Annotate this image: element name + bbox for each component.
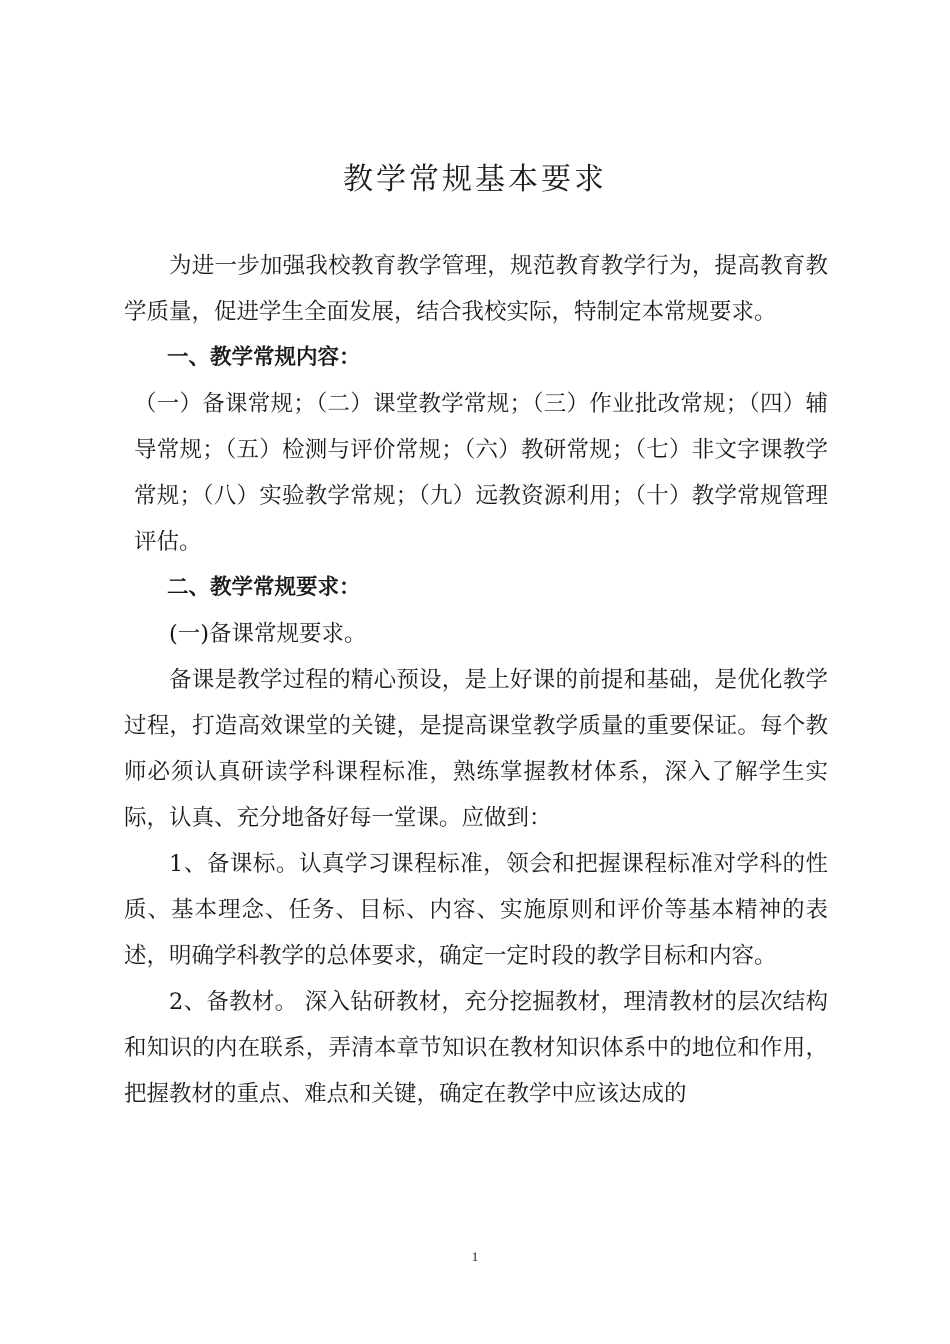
subsection-heading-1: (一)备课常规要求。 bbox=[169, 621, 367, 647]
section-heading-1: 一、教学常规内容： bbox=[167, 345, 361, 370]
item-2-paragraph: 2、备教材。 深入钻研教材，充分挖掘教材，理清教材的层次结构和知识的内在联系，弄清本章节知识在教材知识体系中的地位和作用，把握教材的重点、难点和关键，确定在教学中应该达成的 bbox=[124, 989, 828, 1107]
section-heading-2: 二、教学常规要求： bbox=[167, 575, 361, 600]
intro-paragraph: 为进一步加强我校教育教学管理，规范教育教学行为，提高教育教学质量，促进学生全面发展，结合我校实际，特制定本常规要求。 bbox=[124, 253, 828, 325]
document-title: 教学常规基本要求 bbox=[343, 162, 607, 197]
item-1-paragraph: 1、备课标。认真学习课程标准，领会和把握课程标准对学科的性质、基本理念、任务、目标、内容、实施原则和评价等基本精神的表述，明确学科教学的总体要求，确定一定时段的教学目标和内容。 bbox=[124, 851, 828, 969]
content-list-paragraph: （一）备课常规；（二）课堂教学常规；（三）作业批改常规；（四）辅导常规；（五）检测与评价常规；（六）教研常规；（七）非文字课教学常规；（八）实验教学常规；（九）远教资源利用；（十）教学常规管理评估。 bbox=[134, 391, 828, 555]
page-number: 1 bbox=[471, 1249, 479, 1264]
document-body bbox=[124, 243, 828, 1117]
lesson-prep-paragraph: 备课是教学过程的精心预设，是上好课的前提和基础，是优化教学过程，打造高效课堂的关键，是提高课堂教学质量的重要保证。每个教师必须认真研读学科课程标准，熟练掌握教材体系，深入了解学生实际，认真、充分地备好每一堂课。应做到： bbox=[124, 667, 828, 831]
